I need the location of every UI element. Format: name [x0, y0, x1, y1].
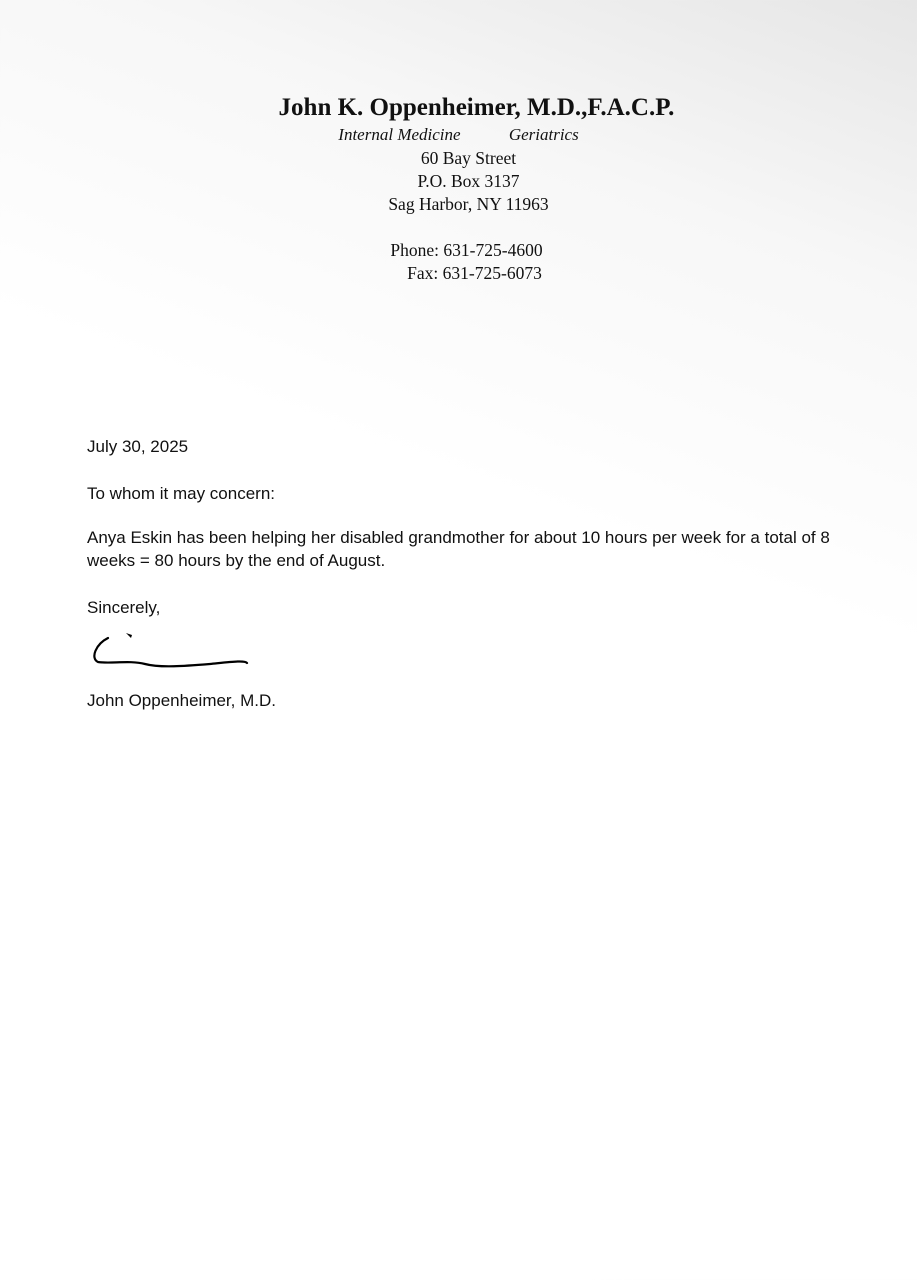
letterhead-name: John K. Oppenheimer, M.D.,F.A.C.P. — [278, 94, 675, 121]
closing: Sincerely, — [87, 598, 161, 617]
specialty: Internal Medicine — [338, 125, 461, 144]
po-box: P.O. Box 3137 — [417, 171, 520, 191]
fax-number: Fax: 631-725-6073 — [407, 263, 542, 283]
phone-number: Phone: 631-725-4600 — [390, 240, 543, 260]
letter-date: July 30, 2025 — [87, 437, 189, 456]
specialty: Geriatrics — [508, 125, 579, 144]
salutation: To whom it may concern: — [87, 484, 276, 503]
street-address: 60 Bay Street — [420, 148, 517, 168]
signature-image — [90, 630, 260, 675]
letterhead-specialties — [0, 125, 917, 145]
letter-body: Anya Eskin has been helping her disabled grandmother for about 10 hours per week for a total of 8 weeks = 80 hours by the end of August. — [87, 528, 830, 570]
signer-name: John Oppenheimer, M.D. — [87, 691, 276, 710]
city-state-zip: Sag Harbor, NY 11963 — [388, 194, 549, 214]
